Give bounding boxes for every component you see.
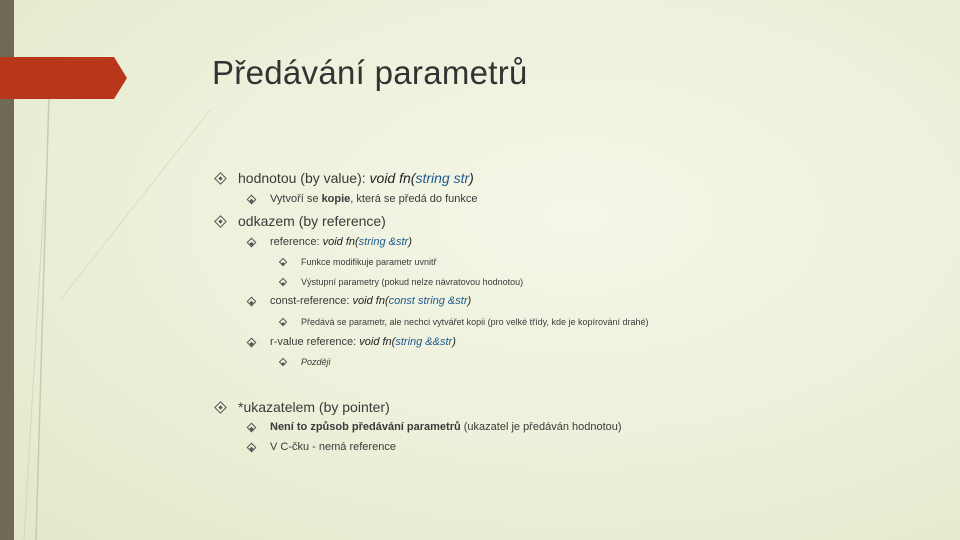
title-accent-tab — [0, 57, 127, 99]
rvalue-label: r-value reference: — [270, 336, 360, 348]
not-method-post: (ukazatel je předáván hodnotou) — [460, 421, 622, 433]
modifies-text: Funkce modifikuje parametr uvnitř — [301, 257, 437, 267]
by-value-code: void fn( — [369, 170, 416, 186]
by-value-label: hodnotou (by value): — [238, 170, 370, 186]
slide-title: Předávání parametrů — [212, 54, 528, 91]
diamond-bullet-icon — [247, 297, 257, 307]
c-no-reference-text: V C-čku - nemá reference — [270, 441, 396, 453]
diamond-bullet-icon — [214, 215, 227, 228]
bullet-by-value — [216, 170, 474, 186]
bullet-not-a-method — [248, 421, 622, 433]
reference-close: ) — [408, 236, 412, 248]
diamond-bullet-icon — [247, 195, 257, 205]
bullet-reference — [248, 236, 412, 248]
const-ref-code: void fn( — [352, 295, 389, 307]
bullet-rvalue-reference — [248, 336, 456, 348]
rvalue-param: string &&str — [395, 336, 453, 348]
not-method-bold: Není to způsob předávání parametrů — [270, 421, 461, 433]
copy-text-pre: Vytvoří se — [270, 193, 322, 205]
bullet-const-reference — [248, 295, 471, 307]
diamond-bullet-icon — [247, 443, 257, 453]
rvalue-code: void fn( — [359, 336, 396, 348]
output-params-text: Výstupní parametry (pokud nelze návratovou hodnotou) — [301, 277, 524, 287]
const-ref-param: const string &str — [388, 295, 468, 307]
by-value-param: string str — [415, 170, 470, 186]
copy-text-bold: kopie — [321, 193, 351, 205]
reference-code: void fn( — [322, 236, 359, 248]
by-value-close: ) — [469, 170, 474, 186]
bullet-c-no-reference — [248, 441, 396, 453]
diamond-bullet-icon — [279, 358, 287, 366]
diamond-bullet-icon — [247, 338, 257, 348]
reference-param: string &str — [358, 236, 409, 248]
bullet-by-reference — [216, 213, 386, 229]
diamond-bullet-icon — [279, 258, 287, 266]
bullet-copy — [248, 193, 477, 205]
diamond-bullet-icon — [279, 278, 287, 286]
const-ref-label: const-reference: — [270, 295, 353, 307]
bullet-by-pointer — [216, 399, 390, 415]
bullet-output-params — [280, 277, 523, 287]
bullet-modifies — [280, 257, 437, 267]
diamond-bullet-icon — [279, 318, 287, 326]
bullet-later — [280, 357, 331, 367]
diamond-bullet-icon — [247, 423, 257, 433]
const-ref-close: ) — [467, 295, 472, 307]
by-reference-label: odkazem (by reference) — [238, 213, 386, 229]
copy-text-post: , která se předá do funkce — [350, 193, 478, 205]
diamond-bullet-icon — [214, 172, 227, 185]
reference-label: reference: — [270, 236, 323, 248]
no-copy-text: Předává se parametr, ale nechci vytvářet kopii (pro velké třídy, kde je kopírování drahé) — [301, 317, 649, 327]
diamond-bullet-icon — [247, 238, 257, 248]
later-text: Později — [301, 357, 331, 367]
rvalue-close: ) — [452, 336, 456, 348]
bullet-no-copy — [280, 317, 649, 327]
diamond-bullet-icon — [214, 401, 227, 414]
by-pointer-label: *ukazatelem (by pointer) — [238, 399, 390, 415]
